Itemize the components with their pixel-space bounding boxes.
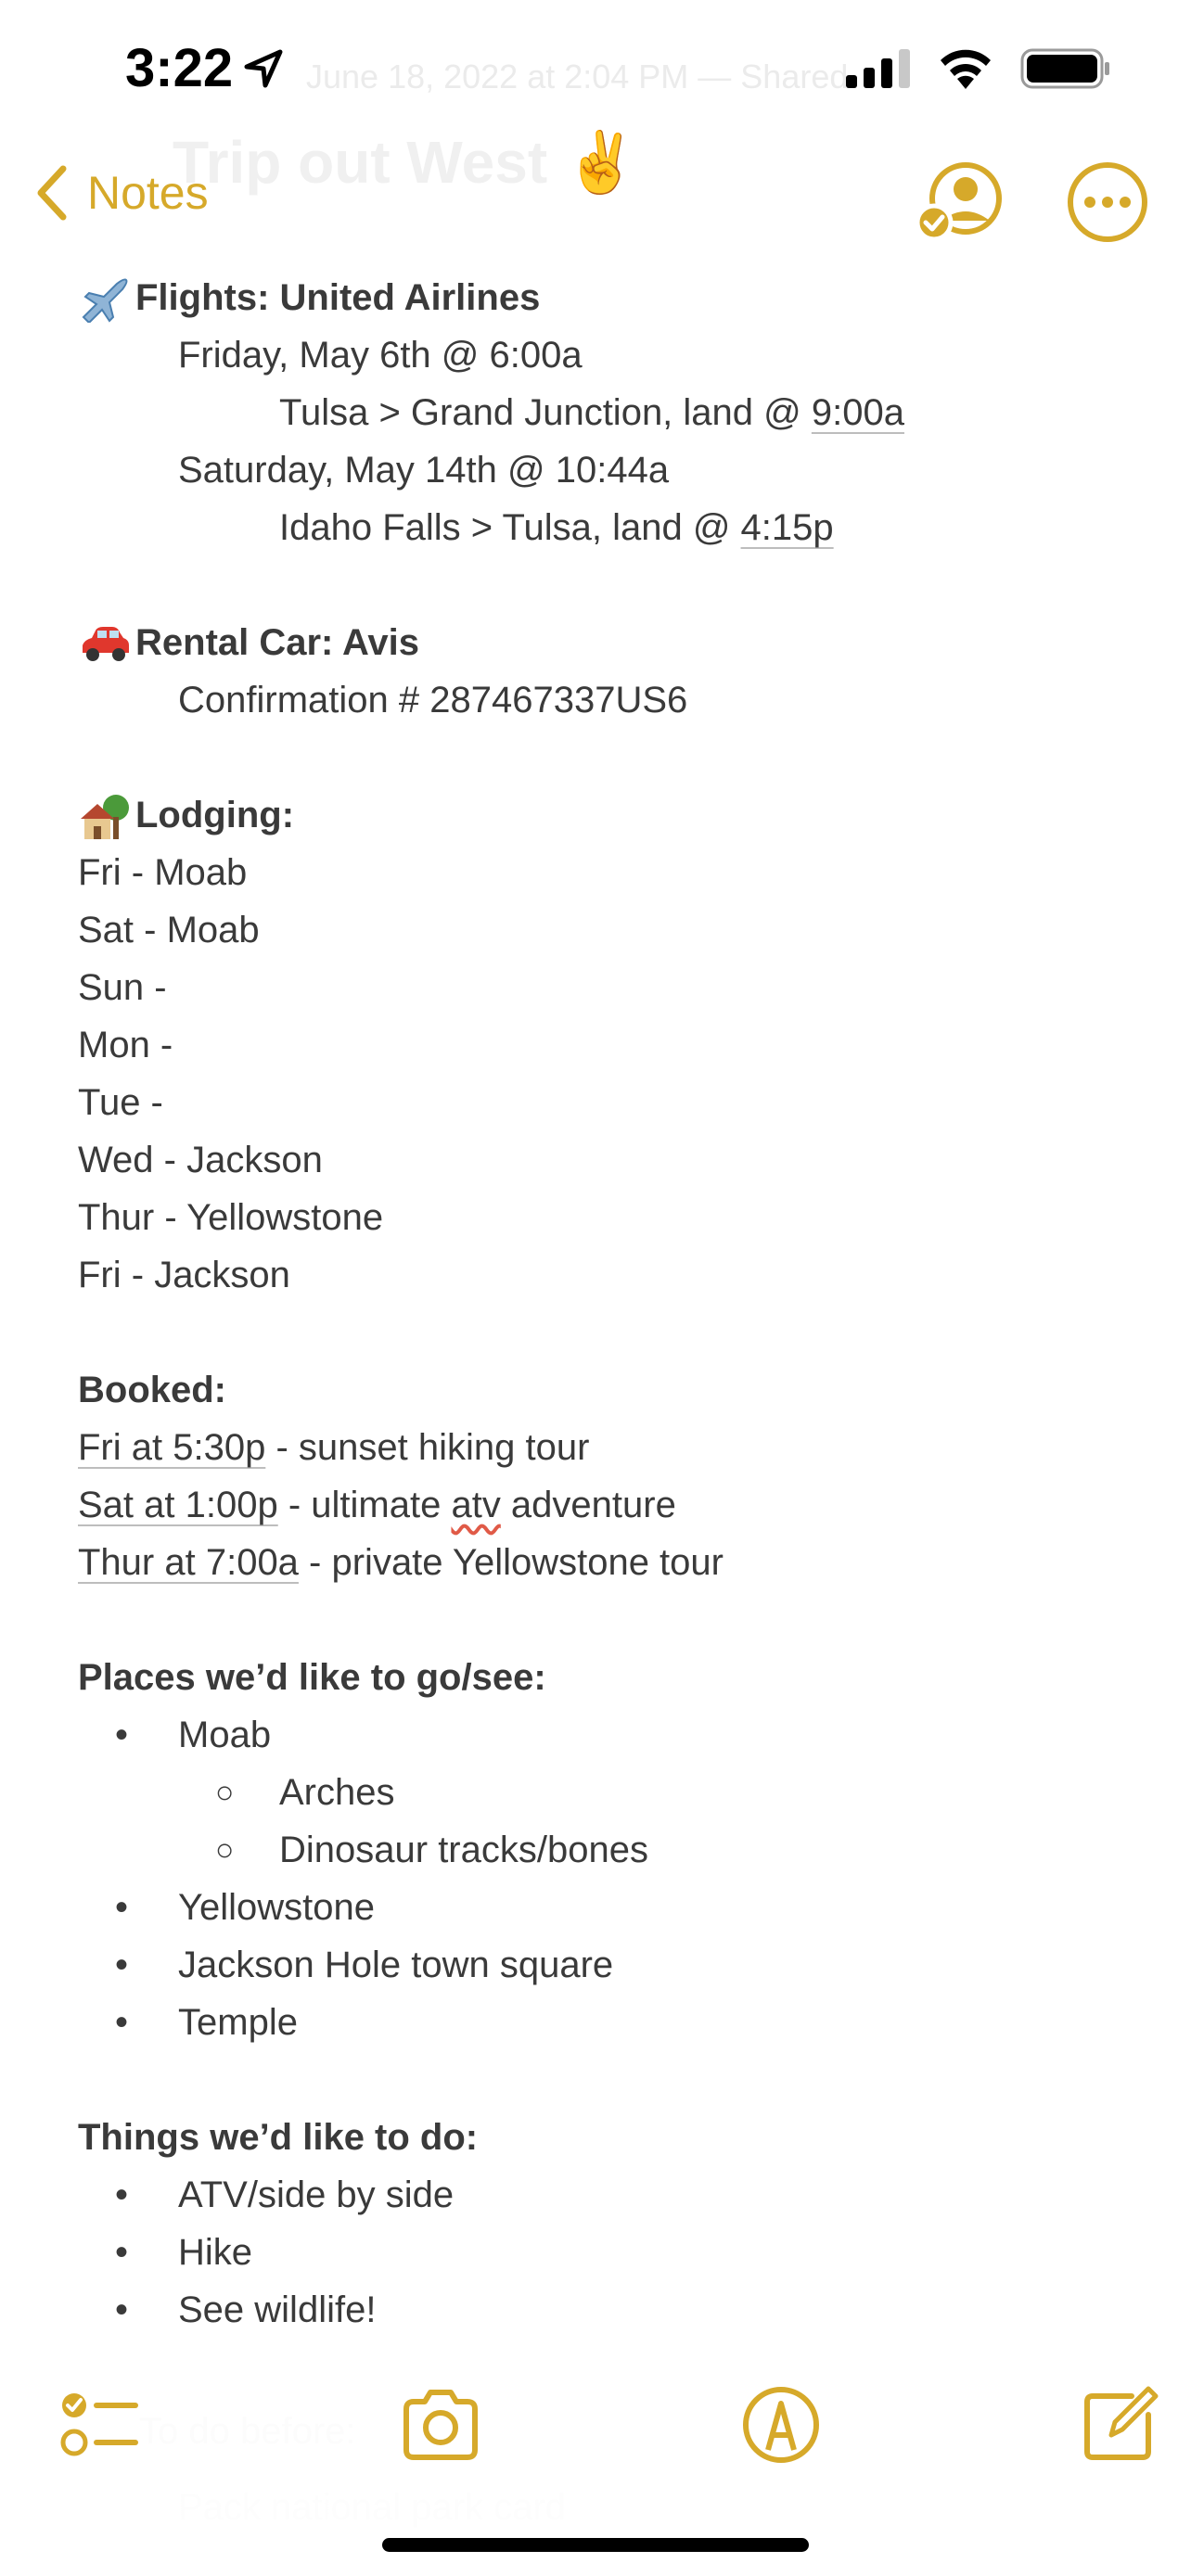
flight-return-route: Idaho Falls > Tulsa, land @ 4:15p xyxy=(279,507,834,548)
more-options-icon[interactable] xyxy=(1065,159,1150,245)
car-icon xyxy=(78,625,132,664)
booked-heading: Booked: xyxy=(78,1370,226,1410)
list-item: • Hike xyxy=(115,2232,253,2273)
back-label: Notes xyxy=(87,167,209,219)
list-item: • Temple xyxy=(115,2002,298,2043)
flight-return-date: Saturday, May 14th @ 10:44a xyxy=(178,450,670,491)
cellular-signal-icon xyxy=(846,49,911,88)
list-subitem: ○ Dinosaur tracks/bones xyxy=(215,1830,648,1870)
note-title-faded: Trip out West ✌️ xyxy=(173,129,638,196)
home-indicator[interactable] xyxy=(382,2538,809,2552)
flights-heading: Flights: United Airlines xyxy=(78,269,1154,326)
markup-pen-icon[interactable] xyxy=(739,2383,823,2467)
battery-icon xyxy=(1020,48,1111,89)
lodging-day: Tue - xyxy=(78,1082,163,1123)
flight-outbound-date: Friday, May 6th @ 6:00a xyxy=(178,335,583,376)
lodging-day: Thur - Yellowstone xyxy=(78,1197,384,1238)
list-item: • See wildlife! xyxy=(115,2289,377,2330)
note-date-faded: June 18, 2022 at 2:04 PM — Shared xyxy=(306,57,849,96)
chevron-left-icon xyxy=(33,163,70,223)
booked-item: Sat at 1:00p - ultimate atv adventure xyxy=(78,1485,676,1525)
return-land-time[interactable]: 4:15p xyxy=(740,507,834,548)
list-item: • Yellowstone xyxy=(115,1887,376,1928)
spellcheck-word[interactable]: atv xyxy=(451,1485,501,1525)
list-item: • ATV/side by side xyxy=(115,2174,455,2215)
places-heading: Places we’d like to go/see: xyxy=(78,1657,546,1698)
checklist-icon[interactable] xyxy=(58,2383,141,2467)
flight-outbound-route: Tulsa > Grand Junction, land @ 9:00a xyxy=(279,392,904,433)
rental-confirmation: Confirmation # 287467337US6 xyxy=(178,680,688,721)
location-arrow-icon xyxy=(243,48,284,89)
lodging-heading: Lodging: xyxy=(78,786,1154,844)
wifi-icon xyxy=(937,48,994,89)
shared-people-icon[interactable] xyxy=(914,156,1006,249)
booked-item: Fri at 5:30p - sunset hiking tour xyxy=(78,1427,590,1468)
note-body[interactable] xyxy=(78,269,1154,2339)
list-item: • Moab xyxy=(115,1715,272,1755)
compose-icon[interactable] xyxy=(1078,2383,1161,2467)
outbound-land-time[interactable]: 9:00a xyxy=(811,392,904,433)
booked-time-link[interactable]: Thur at 7:00a xyxy=(78,1542,299,1583)
lodging-day: Wed - Jackson xyxy=(78,1140,323,1180)
lodging-day: Mon - xyxy=(78,1025,173,1065)
status-icons xyxy=(846,48,1111,89)
house-with-tree-icon xyxy=(78,793,132,841)
lodging-day: Fri - Moab xyxy=(78,852,248,893)
booked-time-link[interactable]: Fri at 5:30p xyxy=(78,1427,266,1468)
things-heading: Things we’d like to do: xyxy=(78,2117,479,2158)
lodging-day: Sun - xyxy=(78,967,167,1008)
lodging-day: Fri - Jackson xyxy=(78,1255,290,1295)
booked-item: Thur at 7:00a - private Yellowstone tour xyxy=(78,1542,724,1583)
list-item: • Jackson Hole town square xyxy=(115,1945,614,1985)
list-subitem: ○ Arches xyxy=(215,1772,395,1813)
airplane-icon xyxy=(78,276,132,323)
rental-heading: Rental Car: Avis xyxy=(78,614,1154,671)
camera-icon[interactable] xyxy=(399,2383,482,2467)
lodging-day: Sat - Moab xyxy=(78,910,260,950)
back-button[interactable] xyxy=(33,163,209,223)
booked-time-link[interactable]: Sat at 1:00p xyxy=(78,1485,278,1525)
status-time: 3:22 xyxy=(125,38,234,98)
